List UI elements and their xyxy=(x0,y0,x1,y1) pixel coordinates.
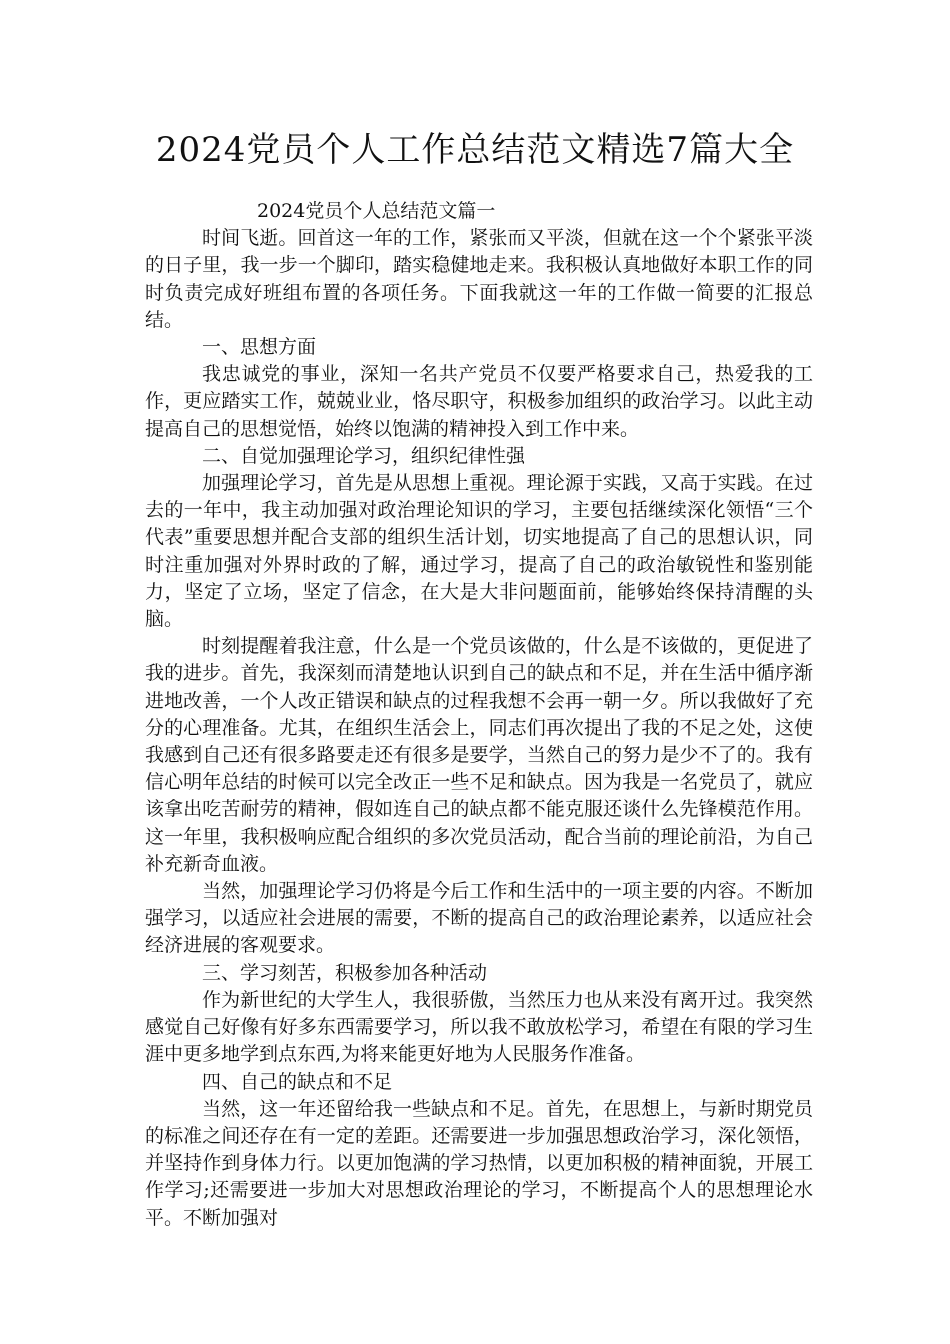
body-paragraph: 当然，这一年还留给我一些缺点和不足。首先，在思想上，与新时期党员的标准之间还存在有一定的差距。还需要进一步加强思想政治学习，深化领悟，并坚持作到身体力行。以更加饱满的学习热情，以更加积极的精神面貌，开展工作学习;还需要进一步加大对思想政治理论的学习，不断提高个人的思想理论水平。不断加强对 xyxy=(145,1097,813,1229)
body-paragraph: 时刻提醒着我注意，什么是一个党员该做的，什么是不该做的，更促进了我的进步。首先，我深刻而清楚地认识到自己的缺点和不足，并在生活中循序渐进地改善，一个人改正错误和缺点的过程我想不会再一朝一夕。所以我做好了充分的心理准备。尤其，在组织生活会上，同志们再次提出了我的不足之处，这使我感到自己还有很多路要走还有很多是要学，当然自己的努力是少不了的。我有信心明年总结的时候可以完全改正一些不足和缺点。因为我是一名党员了，就应该拿出吃苦耐劳的精神，假如连自己的缺点都不能克服还谈什么先锋模范作用。这一年里，我积极响应配合组织的多次党员活动，配合当前的理论前沿，为自己补充新奇血液。 xyxy=(145,635,813,875)
section-heading: 二、自觉加强理论学习，组织纪律性强 xyxy=(202,444,526,467)
body-paragraph: 我忠诚党的事业，深知一名共产党员不仅要严格要求自己，热爱我的工作，更应踏实工作，兢兢业业，恪尽职守，积极参加组织的政治学习。以此主动提高自己的思想觉悟，始终以饱满的精神投入到工作中来。 xyxy=(145,363,813,440)
section-subtitle: 2024党员个人总结范文篇一 xyxy=(257,200,496,222)
body-paragraph: 加强理论学习，首先是从思想上重视。理论源于实践，又高于实践。在过去的一年中，我主动加强对政治理论知识的学习，主要包括继续深化领悟“三个代表”重要思想并配合支部的组织生活计划，切实地提高了自己的思想认识，同时注重加强对外界时政的了解，通过学习，提高了自己的政治敏锐性和鉴别能力，坚定了立场，坚定了信念，在大是大非问题面前，能够始终保持清醒的头脑。 xyxy=(145,472,813,631)
body-paragraph: 当然，加强理论学习仍将是今后工作和生活中的一项主要的内容。不断加强学习，以适应社会进展的需要，不断的提高自己的政治理论素养，以适应社会经济进展的客观要求。 xyxy=(145,880,813,957)
body-paragraph: 时间飞逝。回首这一年的工作，紧张而又平淡，但就在这一个个紧张平淡的日子里，我一步一个脚印，踏实稳健地走来。我积极认真地做好本职工作的同时负责完成好班组布置的各项任务。下面我就这一年的工作做一简要的汇报总结。 xyxy=(145,227,813,331)
section-heading: 三、学习刻苦，积极参加各种活动 xyxy=(202,961,488,984)
document-body xyxy=(145,198,813,1232)
section-heading: 四、自己的缺点和不足 xyxy=(202,1070,393,1093)
section-heading: 一、思想方面 xyxy=(202,336,317,359)
document-title: 2024党员个人工作总结范文精选7篇大全 xyxy=(155,130,795,170)
body-paragraph: 作为新世纪的大学生人，我很骄傲，当然压力也从来没有离开过。我突然感觉自己好像有好多东西需要学习，所以我不敢放松学习，希望在有限的学习生涯中更多地学到点东西,为将来能更好地为人民服务作准备。 xyxy=(145,988,813,1066)
